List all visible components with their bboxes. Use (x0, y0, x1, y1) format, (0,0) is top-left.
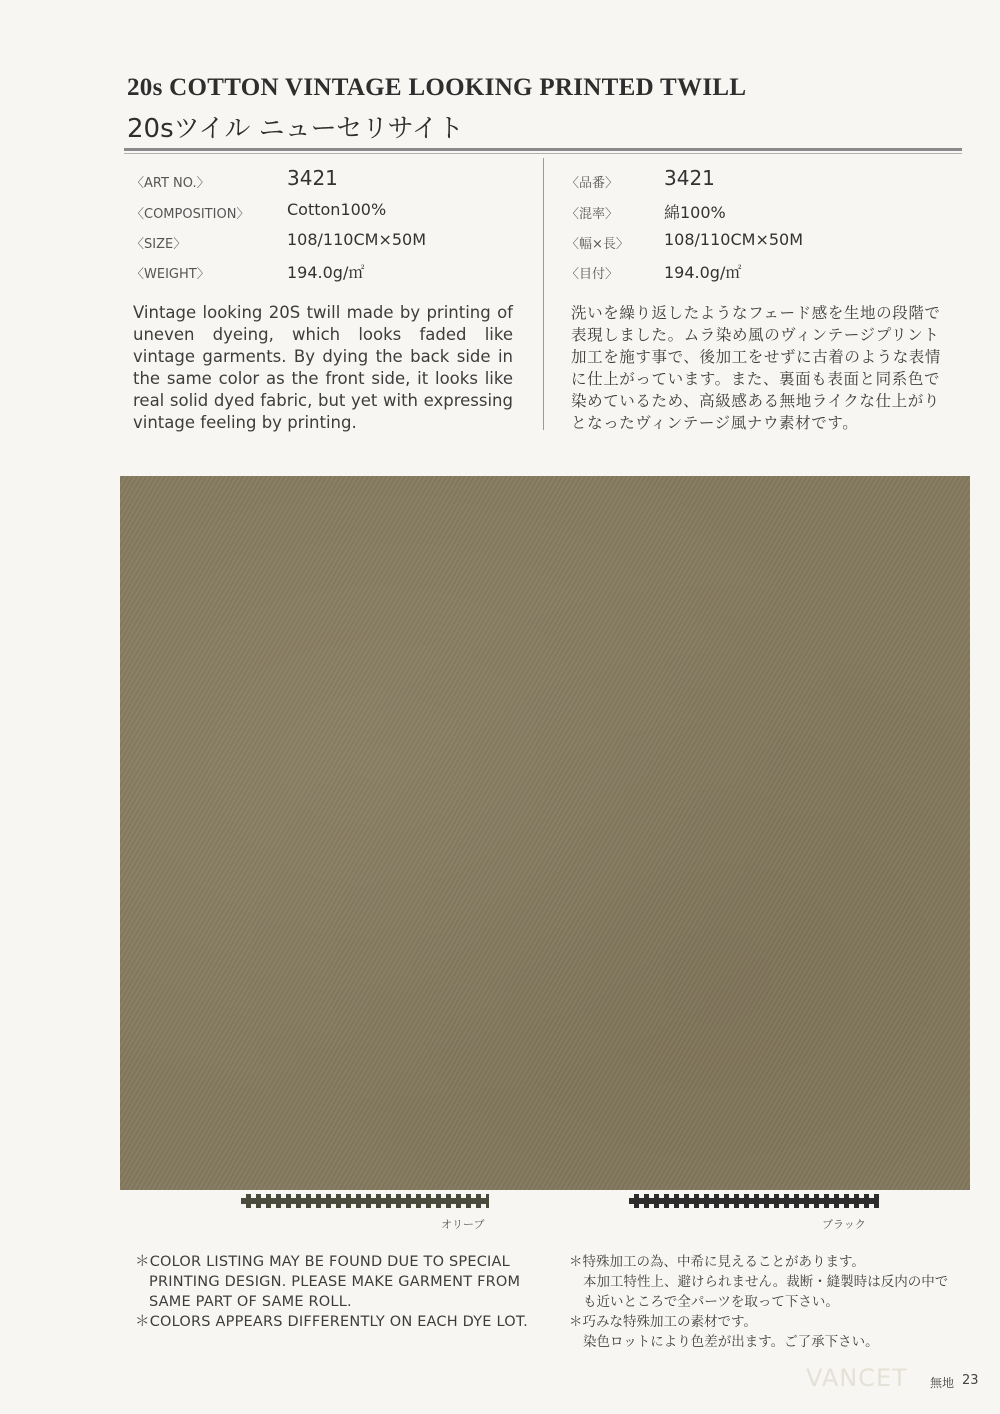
spec-label: 〈WEIGHT〉 (131, 267, 210, 282)
spec-value: 3421 (287, 166, 338, 190)
spec-row-size (131, 230, 427, 252)
spec-value: Cotton100% (287, 200, 387, 219)
spec-value: 3421 (664, 166, 715, 190)
description-japanese: 洗いを繰り返したようなフェード感を生地の段階で表現しました。ムラ染め風のヴィンテージプリント加工を施す事で、後加工をせずに古着のような表情に仕上がっています。また、裏面も表面と同系色で染めているため、高級感ある無地ライクな仕上がりとなったヴィンテージ風ナウ素材です。 (571, 304, 941, 432)
spec-row-weight (131, 263, 365, 282)
note-line: 本加工特性上、避けられません。裁断・縫製時は反内の中で (583, 1274, 949, 1290)
spec-row-hinban (566, 166, 715, 191)
fabric-swatch-main (120, 476, 970, 1190)
note-line: 染色ロットにより色差が出ます。ご了承下さい。 (583, 1334, 879, 1350)
note-line: も近いところで全パーツを取って下さい。 (583, 1294, 839, 1310)
spec-value: 194.0g/㎡ (287, 263, 365, 282)
spec-value: 綿100% (664, 203, 726, 222)
category-label: 無地 (930, 1376, 955, 1390)
title-japanese: 20sツイル ニューセリサイト (127, 114, 464, 144)
spec-row-haba-naga (566, 230, 804, 252)
header-rule (124, 148, 962, 151)
spec-value: 194.0g/㎡ (664, 263, 742, 282)
notes-english (135, 1252, 535, 1332)
spec-label: 〈COMPOSITION〉 (131, 207, 250, 222)
spec-label: 〈ART NO.〉 (131, 176, 210, 191)
title-english: 20s COTTON VINTAGE LOOKING PRINTED TWILL (127, 74, 747, 101)
note-line: PRINTING DESIGN. PLEASE MAKE GARMENT FROM (149, 1274, 521, 1290)
description-english: Vintage looking 20S twill made by printing of uneven dyeing, which looks faded like vintage garments. By dying the back side in the same color as the front side, it looks like real solid dyed fabric, but yet with expressing vintage feeling by printing. (133, 303, 513, 432)
spec-row-composition (131, 200, 387, 222)
spec-row-konritsu (566, 203, 726, 222)
spec-label: 〈品番〉 (566, 176, 619, 191)
spec-label: 〈幅×長〉 (566, 237, 629, 252)
color-chip-label-black: ブラック (822, 1218, 866, 1231)
note-line: ＊巧みな特殊加工の素材です。 (569, 1314, 757, 1330)
spec-label: 〈混率〉 (566, 207, 619, 222)
spec-row-art-no (131, 166, 338, 191)
spec-value: 108/110CM×50M (664, 230, 804, 249)
header-rule-thin (124, 153, 962, 154)
spec-row-metsuke (566, 263, 742, 282)
note-line: ＊COLOR LISTING MAY BE FOUND DUE TO SPECIAL (135, 1254, 510, 1270)
spec-value: 108/110CM×50M (287, 230, 427, 249)
notes-japanese (569, 1252, 959, 1352)
color-chip-olive (241, 1194, 489, 1208)
color-chip-label-olive: オリーブ (441, 1218, 485, 1231)
page-number: 23 (962, 1373, 979, 1388)
note-line: SAME PART OF SAME ROLL. (149, 1294, 352, 1310)
note-line: ＊特殊加工の為、中希に見えることがあります。 (569, 1254, 865, 1270)
note-line: ＊COLORS APPEARS DIFFERENTLY ON EACH DYE LOT. (135, 1314, 528, 1330)
spec-label: 〈目付〉 (566, 267, 619, 282)
column-divider (543, 158, 544, 430)
brand-watermark: VANCET (806, 1364, 908, 1392)
spec-label: 〈SIZE〉 (131, 237, 187, 252)
color-chip-black (629, 1194, 879, 1208)
